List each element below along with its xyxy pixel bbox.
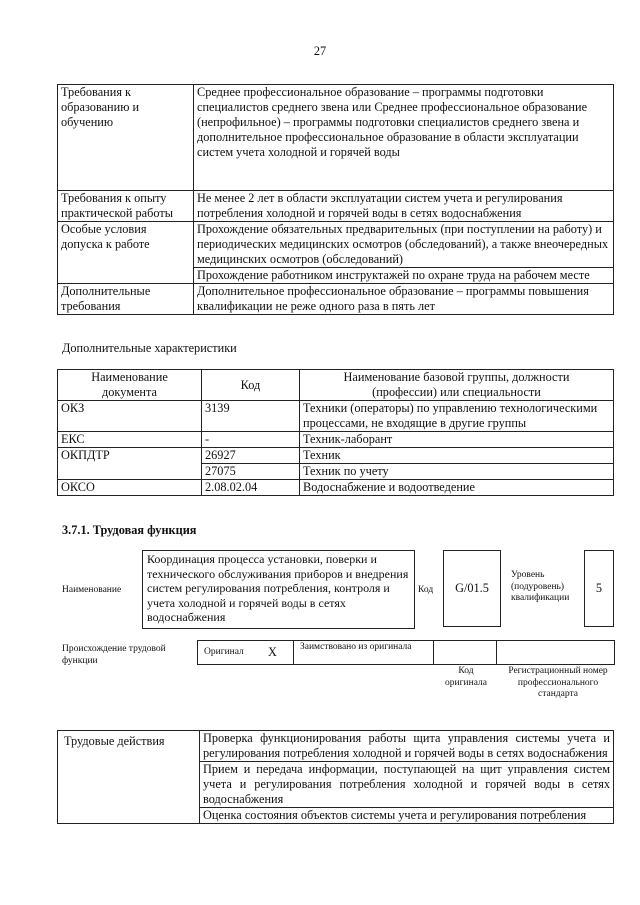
table-row [58,480,614,496]
table-row [58,731,614,762]
action-item: Прием и передача информации, поступающей на щит управления систем учета и регулирования потребления холодной и горячей воды в сетях водоснабжения [200,762,614,808]
page-number: 27 [313,44,327,58]
origin-label: Происхождение трудовой функции [62,644,166,666]
code-value-box: G/01.5 [443,550,501,627]
row-label: Требования к опыту практической работы [58,191,194,222]
table-row [58,85,614,191]
level-value-box: 5 [584,550,614,627]
divider [496,641,497,664]
table-row [58,284,614,315]
code-cell: 2.08.02.04 [202,480,300,496]
name-cell: Техники (операторы) по управлению технологическими процессами, не входящие в другие группы [300,401,614,432]
code-caption: Код оригинала [445,666,487,688]
additional-heading: Дополнительные характеристики [62,341,237,355]
column-header: Наименование базовой группы, должности (профессии) или специальности [300,370,614,401]
origin-box [197,640,615,665]
row-label: Дополнительные требования [58,284,194,315]
additional-table [57,369,614,496]
row-label: Требования к образованию и обучению [58,85,194,191]
function-heading: 3.7.1. Трудовая функция [62,523,197,537]
borrowed-label: Заимствовано из оригинала [300,642,412,652]
row-value: Прохождение работником инструктажей по охране труда на рабочем месте [194,268,614,284]
column-header: Наименование документа [58,370,202,401]
table-row [58,222,614,268]
actions-label: Трудовые действия [58,731,200,824]
code-cell: 3139 [202,401,300,432]
table-header-row [58,370,614,401]
reg-caption: Регистрационный номер профессионального стандарта [508,666,608,699]
table-row [58,191,614,222]
action-item: Оценка состояния объектов системы учета и регулирования потребления [200,808,614,824]
table-row [58,432,614,448]
original-mark: X [268,645,277,659]
code-cell: - [202,432,300,448]
table-row [58,448,614,464]
level-label: Уровень (подуровень) квалификации [511,570,570,603]
doc-cell: ОКПДТР [58,448,202,480]
name-cell: Техник [300,448,614,464]
divider [433,641,434,664]
requirements-table [57,84,614,315]
row-label: Особые условия допуска к работе [58,222,194,284]
original-label: Оригинал [204,647,244,657]
name-cell: Техник по учету [300,464,614,480]
code-cell: 26927 [202,448,300,464]
doc-cell: ОКСО [58,480,202,496]
column-header: Код [202,370,300,401]
actions-table [57,730,614,824]
name-cell: Техник-лаборант [300,432,614,448]
table-row [58,401,614,432]
code-cell: 27075 [202,464,300,480]
row-value: Среднее профессиональное образование – программы подготовки специалистов среднего звена или Среднее профессиональное образование (непрофильное) – программы подготовки специалистов среднего звена и дополнительное профессиональное образование в области эксплуатации систем учета холодной и горячей воды [194,85,614,191]
code-label: Код [418,585,434,595]
row-value: Прохождение обязательных предварительных (при поступлении на работу) и периодических медицинских осмотров (обследований), а также внеочередных медицинских осмотров (обследований) [194,222,614,268]
doc-cell: ЕКС [58,432,202,448]
action-item: Проверка функционирования работы щита управления системы учета и регулирования потребления холодной и горячей воды в сетях водоснабжения [200,731,614,762]
divider [293,641,294,664]
row-value: Дополнительное профессиональное образование – программы повышения квалификации не реже одного раза в пять лет [194,284,614,315]
doc-cell: ОКЗ [58,401,202,432]
name-cell: Водоснабжение и водоотведение [300,480,614,496]
name-label: Наименование [62,585,122,595]
function-name-box: Координация процесса установки, поверки и технического обслуживания приборов и внедрения систем регулирования потребления, контроля и учета холодной и горячей воды в сетях водоснабжения [142,550,415,629]
row-value: Не менее 2 лет в области эксплуатации систем учета и регулирования потребления холодной и горячей воды в сетях водоснабжения [194,191,614,222]
